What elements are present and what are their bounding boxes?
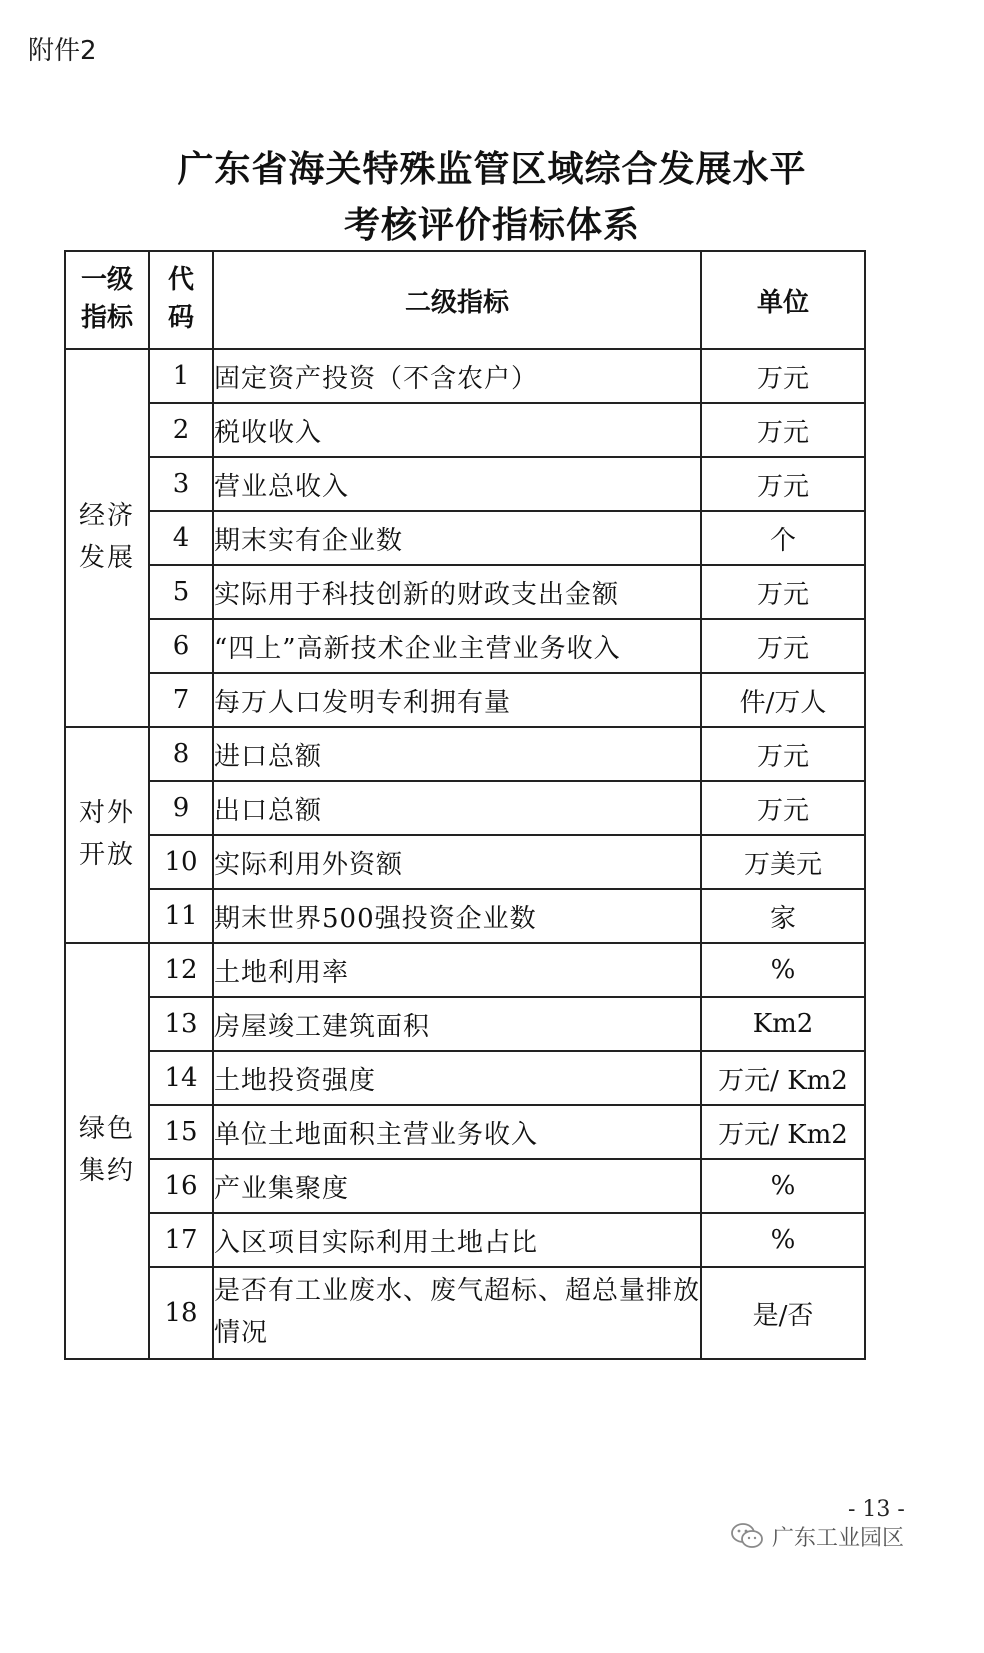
table-header-row bbox=[65, 251, 865, 349]
wechat-icon bbox=[730, 1522, 764, 1550]
row-unit: 万元 bbox=[701, 619, 865, 673]
indicator-table bbox=[64, 250, 866, 1360]
row-indicator: 土地投资强度 bbox=[213, 1051, 701, 1105]
header-level2: 二级指标 bbox=[213, 251, 701, 349]
row-code: 14 bbox=[149, 1051, 213, 1105]
row-unit: 万美元 bbox=[701, 835, 865, 889]
row-indicator: 产业集聚度 bbox=[213, 1159, 701, 1213]
category-line: 集约 bbox=[78, 1156, 135, 1186]
row-indicator: 单位土地面积主营业务收入 bbox=[213, 1105, 701, 1159]
row-indicator: 营业总收入 bbox=[213, 457, 701, 511]
row-unit: Km2 bbox=[701, 997, 865, 1051]
row-indicator: 房屋竣工建筑面积 bbox=[213, 997, 701, 1051]
row-indicator: 每万人口发明专利拥有量 bbox=[213, 673, 701, 727]
row-unit: 是/否 bbox=[701, 1267, 865, 1359]
row-indicator: 固定资产投资（不含农户） bbox=[213, 349, 701, 403]
row-unit: % bbox=[701, 1213, 865, 1267]
table-row bbox=[65, 403, 865, 457]
category-opening-up bbox=[65, 727, 149, 943]
document-title-line-1: 广东省海关特殊监管区域综合发展水平 bbox=[177, 149, 807, 190]
header-level1 bbox=[65, 251, 149, 349]
page-number: - 13 - bbox=[848, 1497, 905, 1522]
category-line: 经济 bbox=[78, 501, 135, 532]
row-unit: 万元 bbox=[701, 349, 865, 403]
table-row bbox=[65, 943, 865, 997]
table-row bbox=[65, 1105, 865, 1159]
table-row bbox=[65, 619, 865, 673]
row-indicator: “四上”高新技术企业主营业务收入 bbox=[213, 619, 701, 673]
table-row bbox=[65, 1213, 865, 1267]
header-level1-top: 一级 bbox=[80, 265, 133, 296]
watermark-text: 广东工业园区 bbox=[772, 1525, 905, 1551]
row-indicator: 是否有工业废水、废气超标、超总量排放情况 bbox=[213, 1267, 701, 1359]
row-code: 1 bbox=[149, 349, 213, 403]
row-code: 15 bbox=[149, 1105, 213, 1159]
table-row bbox=[65, 457, 865, 511]
row-unit: 万元/ Km2 bbox=[701, 1105, 865, 1159]
row-code: 9 bbox=[149, 781, 213, 835]
row-unit: 万元 bbox=[701, 727, 865, 781]
attachment-label: 附件2 bbox=[28, 36, 97, 66]
row-unit: 件/万人 bbox=[701, 673, 865, 727]
row-indicator: 入区项目实际利用土地占比 bbox=[213, 1213, 701, 1267]
table-row bbox=[65, 1159, 865, 1213]
row-code: 11 bbox=[149, 889, 213, 943]
table-row bbox=[65, 1051, 865, 1105]
row-indicator: 土地利用率 bbox=[213, 943, 701, 997]
row-unit: 万元 bbox=[701, 565, 865, 619]
header-code bbox=[149, 251, 213, 349]
row-code: 5 bbox=[149, 565, 213, 619]
table-row bbox=[65, 997, 865, 1051]
source-watermark bbox=[730, 1518, 904, 1554]
table-row bbox=[65, 835, 865, 889]
category-green-intensive bbox=[65, 943, 149, 1359]
table-row bbox=[65, 1267, 865, 1359]
header-code-bottom: 码 bbox=[167, 303, 194, 333]
category-line: 开放 bbox=[78, 840, 135, 870]
row-indicator: 实际用于科技创新的财政支出金额 bbox=[213, 565, 701, 619]
row-indicator: 实际利用外资额 bbox=[213, 835, 701, 889]
row-unit: % bbox=[701, 943, 865, 997]
category-line: 对外 bbox=[78, 798, 135, 829]
row-indicator: 税收收入 bbox=[213, 403, 701, 457]
category-line: 发展 bbox=[78, 543, 135, 573]
row-code: 16 bbox=[149, 1159, 213, 1213]
table-row bbox=[65, 727, 865, 781]
table-row bbox=[65, 889, 865, 943]
header-code-top: 代 bbox=[167, 265, 194, 296]
row-code: 18 bbox=[149, 1267, 213, 1359]
row-unit: 万元 bbox=[701, 457, 865, 511]
row-unit: 家 bbox=[701, 889, 865, 943]
row-code: 13 bbox=[149, 997, 213, 1051]
row-code: 2 bbox=[149, 403, 213, 457]
table-row bbox=[65, 565, 865, 619]
row-code: 4 bbox=[149, 511, 213, 565]
row-code: 12 bbox=[149, 943, 213, 997]
table-row bbox=[65, 349, 865, 403]
table-row bbox=[65, 781, 865, 835]
header-level1-bottom: 指标 bbox=[80, 303, 133, 333]
table-row bbox=[65, 511, 865, 565]
row-code: 6 bbox=[149, 619, 213, 673]
row-indicator: 期末世界500强投资企业数 bbox=[213, 889, 701, 943]
row-unit: % bbox=[701, 1159, 865, 1213]
row-indicator: 进口总额 bbox=[213, 727, 701, 781]
row-unit: 万元 bbox=[701, 781, 865, 835]
row-code: 17 bbox=[149, 1213, 213, 1267]
row-unit: 个 bbox=[701, 511, 865, 565]
row-indicator: 出口总额 bbox=[213, 781, 701, 835]
row-unit: 万元 bbox=[701, 403, 865, 457]
row-unit: 万元/ Km2 bbox=[701, 1051, 865, 1105]
row-code: 7 bbox=[149, 673, 213, 727]
category-line: 绿色 bbox=[78, 1114, 135, 1145]
row-code: 8 bbox=[149, 727, 213, 781]
document-title-line-2: 考核评价指标体系 bbox=[343, 205, 640, 246]
table-row bbox=[65, 673, 865, 727]
row-indicator: 期末实有企业数 bbox=[213, 511, 701, 565]
row-code: 10 bbox=[149, 835, 213, 889]
header-unit: 单位 bbox=[701, 251, 865, 349]
row-code: 3 bbox=[149, 457, 213, 511]
category-economic-development bbox=[65, 349, 149, 727]
